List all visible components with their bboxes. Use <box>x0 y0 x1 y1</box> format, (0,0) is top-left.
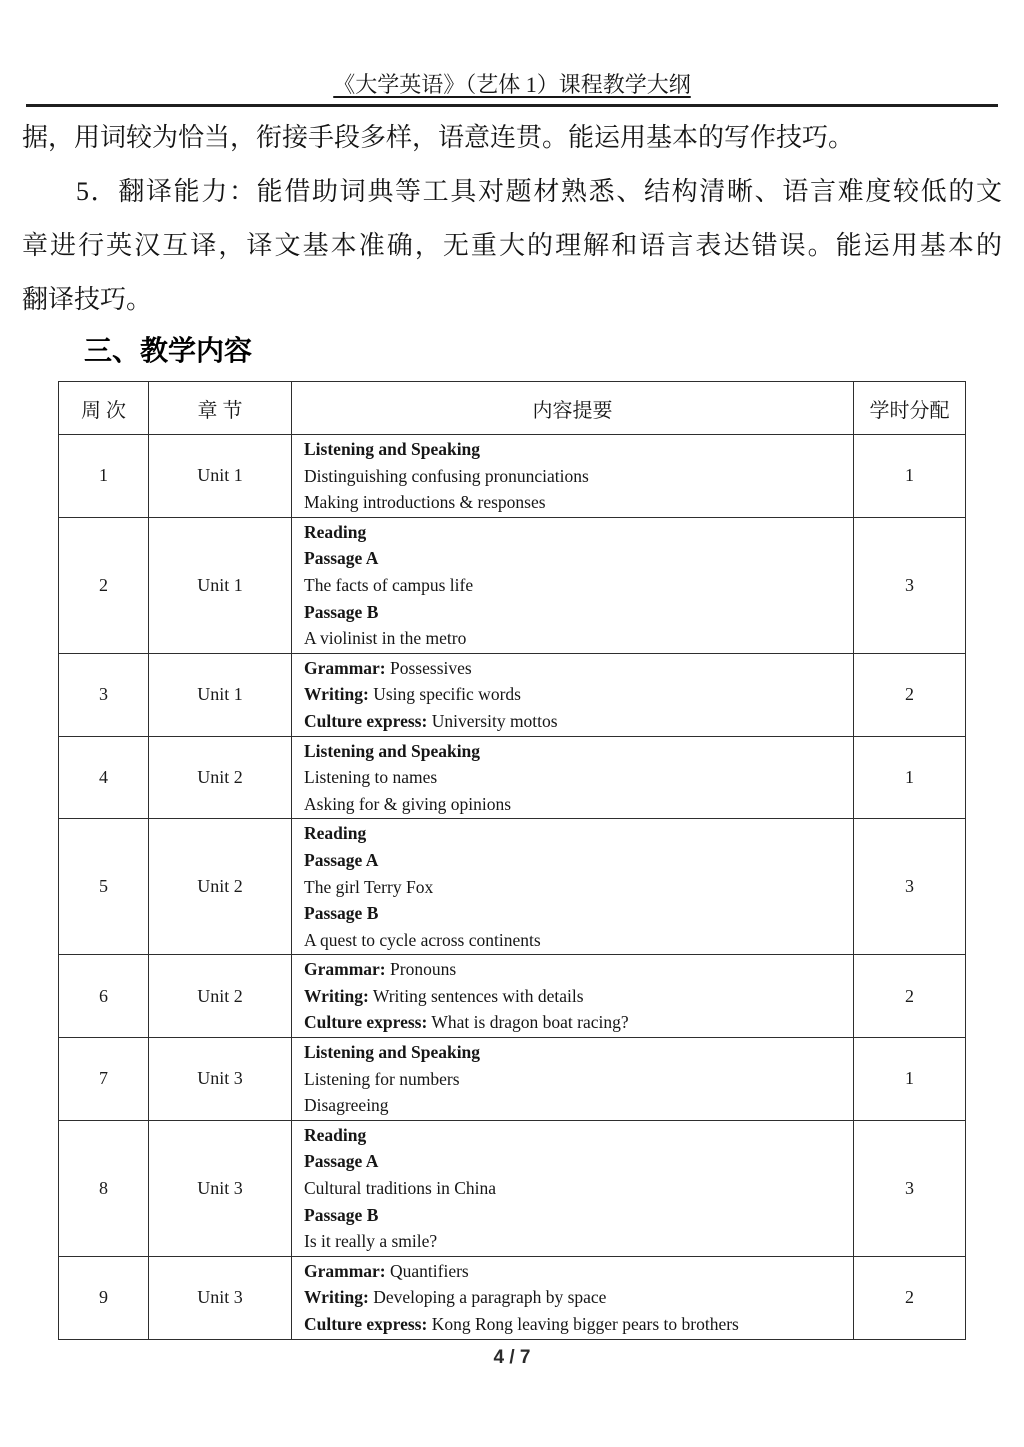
paragraph-line: 据，用词较为恰当，衔接手段多样，语意连贯。能运用基本的写作技巧。 <box>22 123 855 152</box>
content-line: Writing: Using specific words <box>304 684 521 705</box>
unit-cell: Unit 1 <box>149 653 292 736</box>
table-row <box>59 435 966 518</box>
content-line: Grammar: Quantifiers <box>304 1260 469 1281</box>
content-line: Listening and Speaking <box>304 1042 481 1063</box>
content-cell <box>292 517 854 653</box>
week-cell: 6 <box>59 955 149 1038</box>
unit-cell: Unit 2 <box>149 955 292 1038</box>
content-line: Passage A <box>304 849 379 870</box>
content-line: Passage B <box>304 1204 379 1225</box>
table-header-row <box>59 382 966 435</box>
week-cell: 4 <box>59 736 149 819</box>
content-cell <box>292 819 854 955</box>
content-cell <box>292 1120 854 1256</box>
week-cell: 7 <box>59 1038 149 1121</box>
content-line: Grammar: Possessives <box>304 657 472 678</box>
content-line: Listening and Speaking <box>304 740 481 761</box>
content-cell <box>292 653 854 736</box>
content-line: Listening and Speaking <box>304 439 481 459</box>
unit-cell: Unit 3 <box>149 1120 292 1256</box>
document-title: 《大学英语》（艺体 1）课程教学大纲 <box>333 72 691 97</box>
content-line: Is it really a smile? <box>304 1231 438 1252</box>
table-row <box>59 955 966 1038</box>
unit-cell: Unit 1 <box>149 517 292 653</box>
paragraph-line: 翻译技巧。 <box>22 285 153 314</box>
content-line: Reading <box>304 1124 367 1145</box>
content-line: Culture express: What is dragon boat racing? <box>304 1012 629 1033</box>
week-cell: 1 <box>59 435 149 518</box>
hours-cell: 1 <box>854 1038 966 1121</box>
content-cell <box>292 1038 854 1121</box>
header-divider <box>26 104 998 107</box>
hours-cell: 3 <box>854 1120 966 1256</box>
week-cell: 5 <box>59 819 149 955</box>
content-line: Reading <box>304 521 367 542</box>
unit-cell: Unit 3 <box>149 1256 292 1339</box>
content-line: Writing: Writing sentences with details <box>304 985 584 1006</box>
content-line: A violinist in the metro <box>304 628 467 649</box>
document-header <box>0 0 1024 107</box>
content-line: Passage A <box>304 1151 379 1172</box>
column-header: 章 节 <box>149 382 292 435</box>
content-line: Listening for numbers <box>304 1068 460 1089</box>
content-line: Distinguishing confusing pronunciations <box>304 465 589 486</box>
content-line: Listening to names <box>304 767 438 788</box>
table-row <box>59 653 966 736</box>
unit-cell: Unit 1 <box>149 435 292 518</box>
content-line: Reading <box>304 823 367 844</box>
content-line: Passage B <box>304 903 379 924</box>
week-cell: 8 <box>59 1120 149 1256</box>
content-line: Asking for & giving opinions <box>304 793 512 814</box>
content-line: Grammar: Pronouns <box>304 959 457 980</box>
table-row <box>59 819 966 955</box>
content-line: The facts of campus life <box>304 574 474 595</box>
content-cell <box>292 435 854 518</box>
table-row <box>59 1038 966 1121</box>
table-row <box>59 517 966 653</box>
hours-cell: 2 <box>854 955 966 1038</box>
table-row <box>59 1256 966 1339</box>
content-cell <box>292 955 854 1038</box>
week-cell: 3 <box>59 653 149 736</box>
content-line: Passage B <box>304 601 379 622</box>
week-cell: 9 <box>59 1256 149 1339</box>
table-row <box>59 736 966 819</box>
content-line: Disagreeing <box>304 1095 389 1116</box>
content-cell <box>292 1256 854 1339</box>
content-line: Culture express: Kong Rong leaving bigger pears to brothers <box>304 1314 739 1334</box>
content-line: Cultural traditions in China <box>304 1178 496 1199</box>
teaching-content-table <box>58 381 966 1340</box>
unit-cell: Unit 2 <box>149 819 292 955</box>
unit-cell: Unit 3 <box>149 1038 292 1121</box>
page-number: 4 / 7 <box>493 1346 531 1368</box>
week-cell: 2 <box>59 517 149 653</box>
paragraph-line: 章进行英汉互译，译文基本准确，无重大的理解和语言表达错误。能运用基本的 <box>22 231 1002 260</box>
content-line: Culture express: University mottos <box>304 710 558 731</box>
content-line: The girl Terry Fox <box>304 876 434 897</box>
hours-cell: 3 <box>854 819 966 955</box>
content-line: Passage A <box>304 548 379 569</box>
column-header: 内容提要 <box>292 382 854 435</box>
column-header: 学时分配 <box>854 382 966 435</box>
section-heading: 三、教学内容 <box>84 335 253 366</box>
column-header: 周 次 <box>59 382 149 435</box>
table-row <box>59 1120 966 1256</box>
hours-cell: 1 <box>854 736 966 819</box>
hours-cell: 2 <box>854 653 966 736</box>
content-line: Writing: Developing a paragraph by space <box>304 1287 607 1308</box>
content-line: A quest to cycle across continents <box>304 929 541 950</box>
content-line: Making introductions & responses <box>304 492 546 513</box>
content-cell <box>292 736 854 819</box>
hours-cell: 3 <box>854 517 966 653</box>
paragraph-line: 5．翻译能力：能借助词典等工具对题材熟悉、结构清晰、语言难度较低的文 <box>76 177 1002 206</box>
hours-cell: 1 <box>854 435 966 518</box>
body-paragraphs <box>22 111 1002 327</box>
unit-cell: Unit 2 <box>149 736 292 819</box>
hours-cell: 2 <box>854 1256 966 1339</box>
